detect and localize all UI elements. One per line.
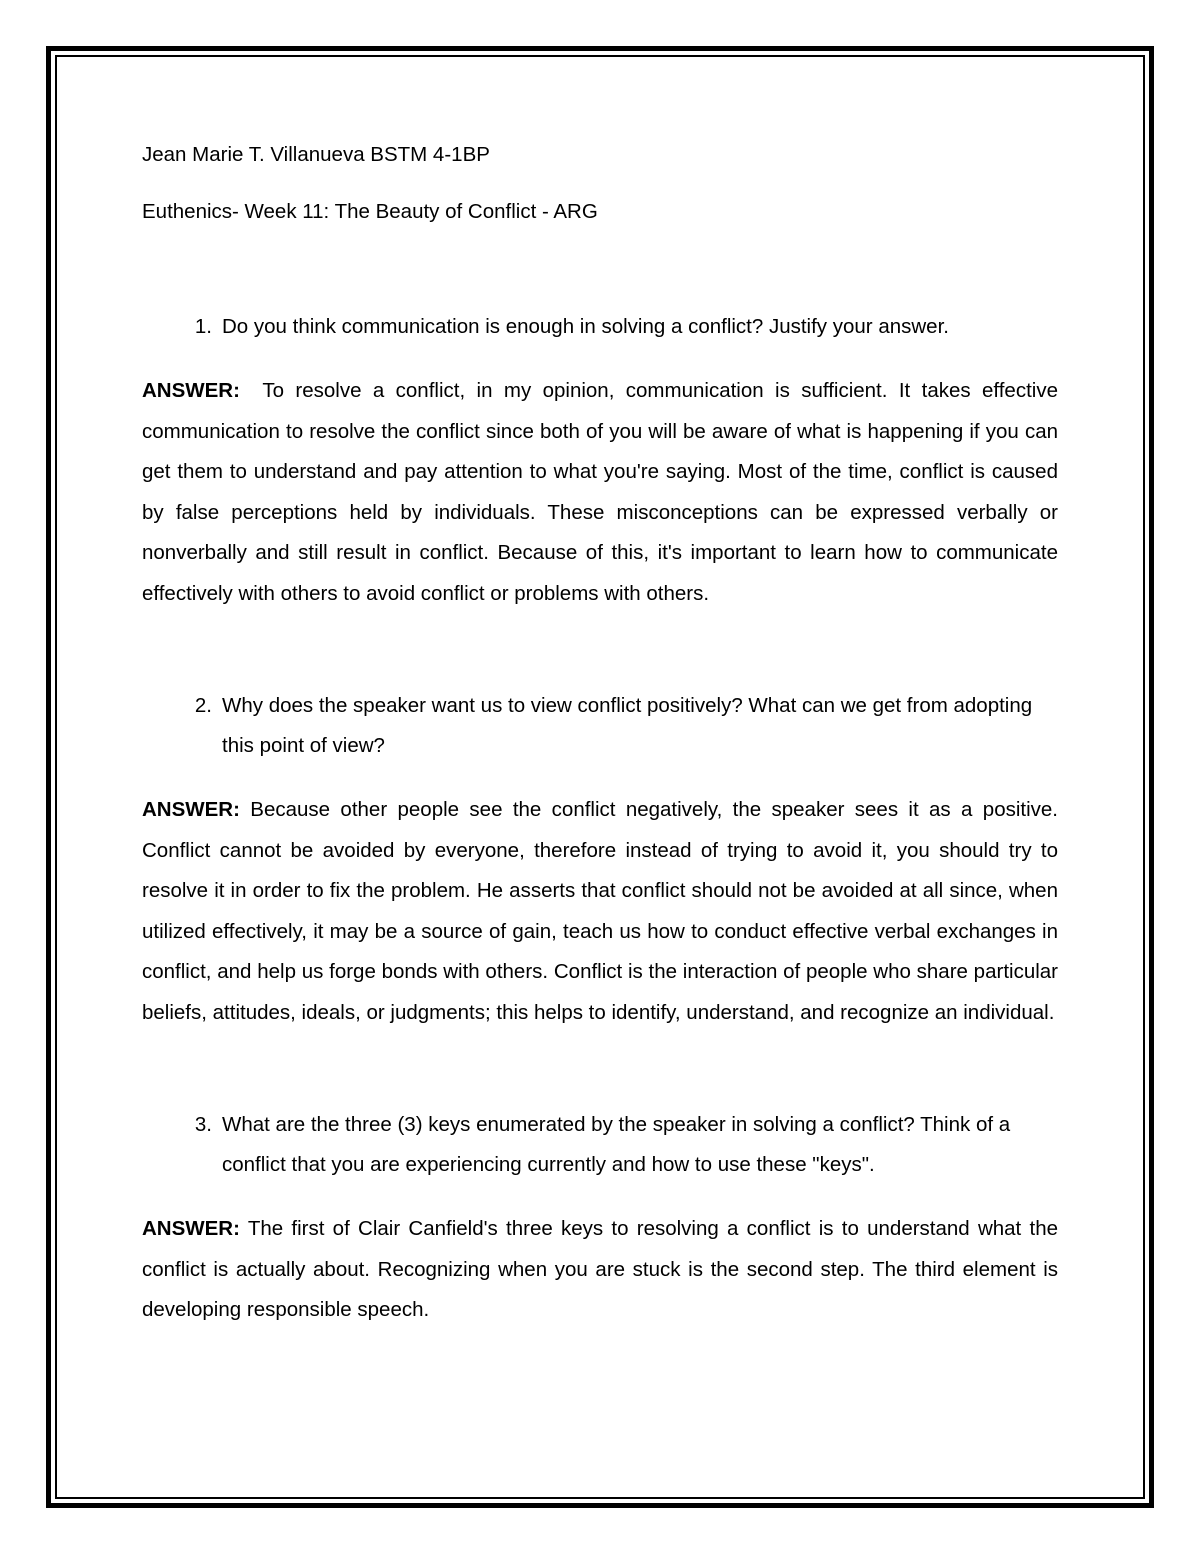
question-1 xyxy=(142,307,1058,347)
answer-label: ANSWER: xyxy=(142,798,240,821)
answer-label: ANSWER: xyxy=(142,379,240,402)
question-number: 3. xyxy=(194,1113,212,1136)
question-text: Do you think communication is enough in solving a conflict? Justify your answer. xyxy=(222,315,949,338)
answer-1 xyxy=(142,371,1058,614)
answer-label: ANSWER: xyxy=(142,1217,240,1240)
question-block-3 xyxy=(142,1105,1058,1331)
answer-2 xyxy=(142,790,1058,1033)
question-block-2 xyxy=(142,686,1058,1033)
answer-3 xyxy=(142,1209,1058,1331)
student-name-line: Jean Marie T. Villanueva BSTM 4-1BP xyxy=(142,143,490,166)
question-3 xyxy=(142,1105,1058,1185)
question-2 xyxy=(142,686,1058,766)
document-body xyxy=(142,140,1058,1331)
answer-text: The first of Clair Canfield's three keys to resolving a conflict is to understand what the conflict is actually about. Recognizing when you are stuck is the second step. The third element is developing responsible speech. xyxy=(142,1217,1058,1321)
question-text: What are the three (3) keys enumerated by the speaker in solving a conflict? Think of a conflict that you are experiencing currently and how to use these "keys". xyxy=(222,1113,1011,1176)
answer-text: Because other people see the conflict negatively, the speaker sees it as a positive. Conflict cannot be avoided by everyone, therefore instead of trying to avoid it, you should try to resolve it in order to fix the problem. He asserts that conflict should not be avoided at all since, when utilized effectively, it may be a source of gain, teach us how to conduct effective verbal exchanges in conflict, and help us forge bonds with others. Conflict is the interaction of people who share particular beliefs, attitudes, ideals, or judgments; this helps to identify, understand, and recognize an individual. xyxy=(142,798,1058,1024)
question-number: 2. xyxy=(194,694,212,717)
question-text: Why does the speaker want us to view conflict positively? What can we get from adopting this point of view? xyxy=(222,694,1033,757)
course-title-line: Euthenics- Week 11: The Beauty of Conflict - ARG xyxy=(142,200,598,223)
question-number: 1. xyxy=(194,315,212,338)
answer-text: To resolve a conflict, in my opinion, communication is sufficient. It takes effective communication to resolve the conflict since both of you will be aware of what is happening if you can get them to understand and pay attention to what you're saying. Most of the time, conflict is caused by false perceptions held by individuals. These misconceptions can be expressed verbally or nonverbally and still result in conflict. Because of this, it's important to learn how to communicate effectively with others to avoid conflict or problems with others. xyxy=(142,379,1058,605)
question-block-1 xyxy=(142,307,1058,614)
